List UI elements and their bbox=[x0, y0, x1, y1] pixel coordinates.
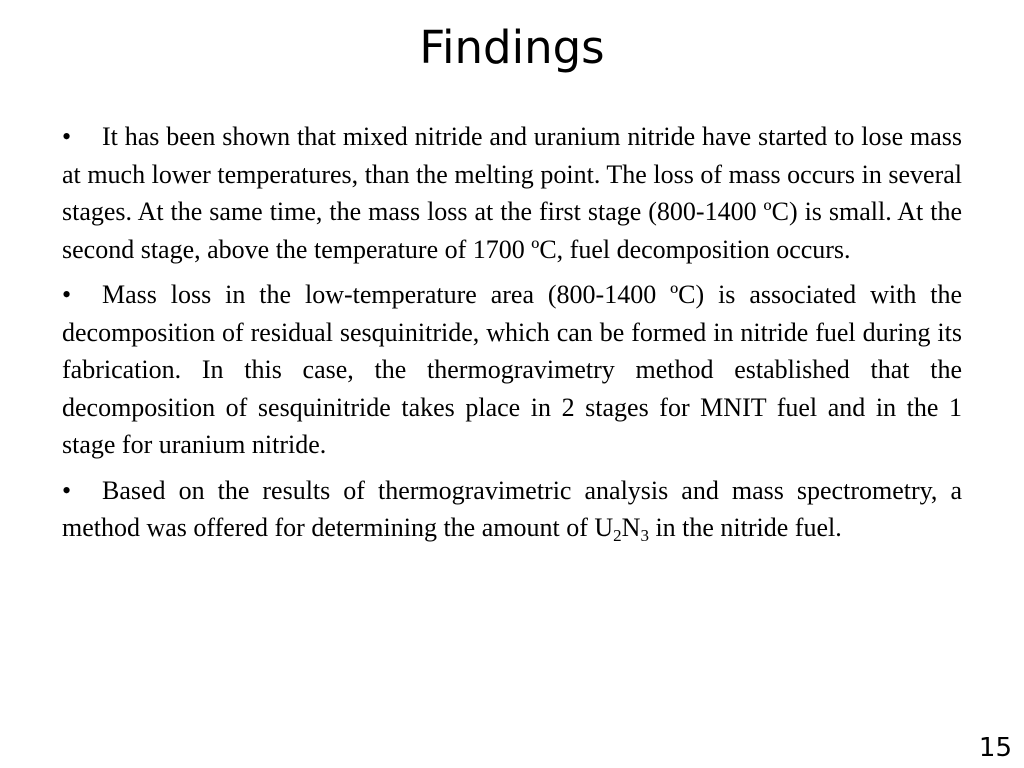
bullet-text-3-after: in the nitride fuel. bbox=[655, 513, 842, 542]
bullet-item-2 bbox=[62, 276, 962, 464]
formula-subscript-1: 2 bbox=[613, 526, 622, 545]
page-number: 15 bbox=[978, 733, 1012, 763]
formula-element-u: U bbox=[594, 513, 614, 542]
formula-element-n: N bbox=[621, 513, 641, 542]
formula-subscript-2: 3 bbox=[640, 526, 649, 545]
bullet-item-1 bbox=[62, 118, 962, 268]
bullet-text-1: It has been shown that mixed nitride and uranium nitride have started to lose mass at much lower temperatures, than the melting point. The loss of mass occurs in several stages. At the same time, the mass loss at the first stage (800-1400 ºC) is small. At the second stage, above the temperature of 1700 ºC, fuel decomposition occurs. bbox=[62, 122, 962, 264]
bullet-icon: • bbox=[62, 122, 72, 151]
bullet-icon: • bbox=[62, 475, 72, 505]
bullet-item-3 bbox=[62, 472, 962, 547]
bullet-icon: • bbox=[62, 280, 72, 309]
slide-title: Findings bbox=[419, 21, 605, 74]
chemical-formula bbox=[594, 513, 649, 545]
bullet-text-3-before: Based on the results of thermogravimetric analysis and mass spectrometry, a method was offered for determining the amount of bbox=[62, 475, 962, 542]
bullet-list bbox=[62, 118, 962, 555]
bullet-text-2: Mass loss in the low-temperature area (800-1400 ºC) is associated with the decomposition of residual sesquinitride, which can be formed in nitride fuel during its fabrication. In this case, the thermogravimetry method established that the decomposition of sesquinitride takes place in 2 stages for MNIT fuel and in the 1 stage for uranium nitride. bbox=[62, 280, 962, 459]
